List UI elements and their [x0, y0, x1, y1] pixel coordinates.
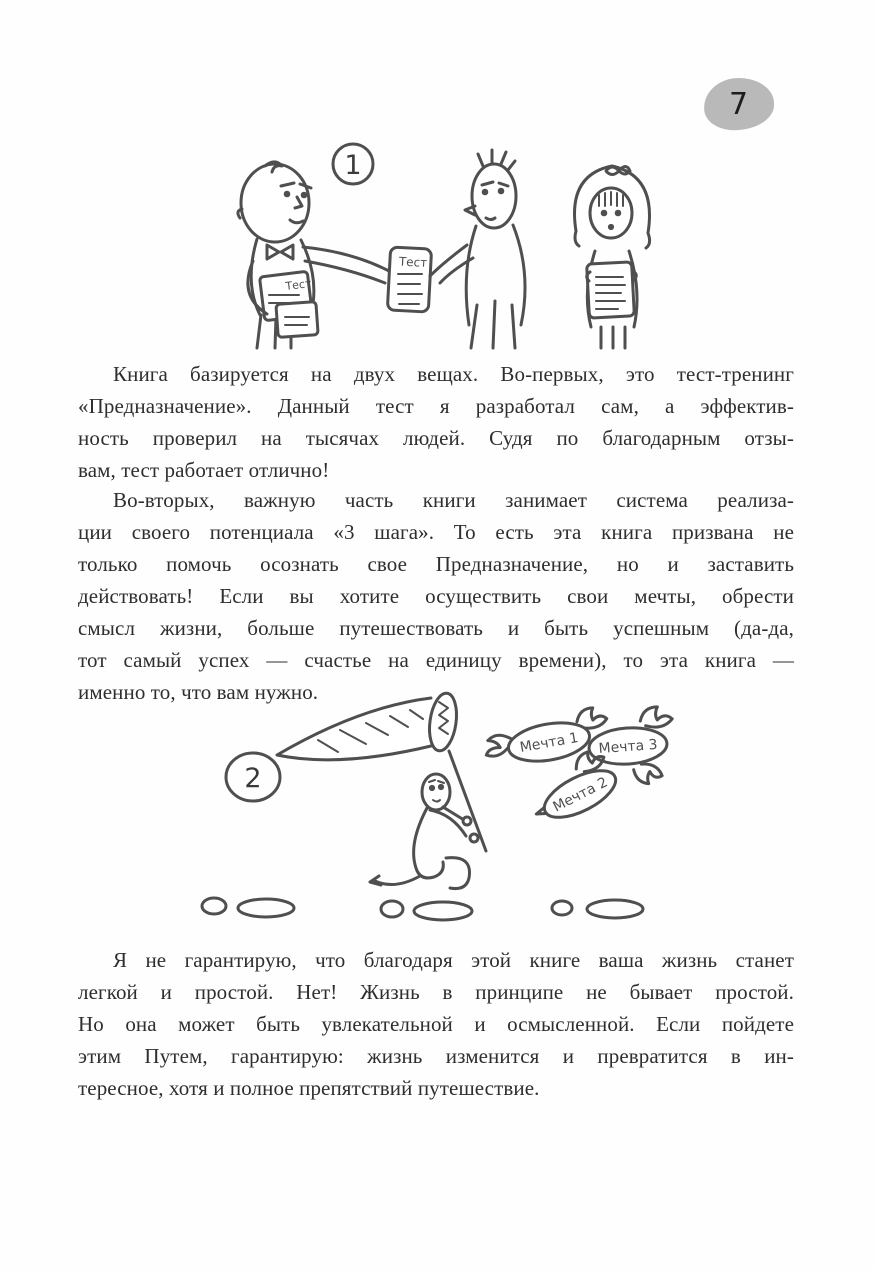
text-line: Я не гарантирую, что благодаря этой книге ваша жизнь станет — [113, 948, 794, 972]
illustration-catching-dreams — [180, 680, 680, 925]
handing-test-drawing — [205, 133, 675, 350]
text-line: Но она может быть увлекательной и осмысленной. Если пойдете — [78, 1012, 794, 1036]
catching-dreams-drawing — [180, 680, 680, 925]
text-line: тот самый успех — счастье на единицу времени), то эта книга — — [78, 648, 794, 672]
footprints-icon — [202, 898, 643, 920]
dream-1-label: Мечта 1 — [518, 729, 580, 756]
scene-2-number: 2 — [244, 763, 262, 794]
text-line: смысл жизни, больше путешествовать и быть успешным (да-да, — [78, 616, 794, 640]
page-number-badge — [703, 76, 776, 132]
text-line: легкой и простой. Нет! Жизнь в принципе не бывает простой. — [78, 980, 794, 1004]
girl-paper-icon — [587, 262, 635, 318]
dream-2-label: Мечта 2 — [550, 774, 611, 816]
dream-3-label: Мечта 3 — [598, 736, 659, 758]
text-line: вам, тест работает отлично! — [78, 458, 330, 482]
text-line: «Предназначение». Данный тест я разработал сам, а эффектив- — [78, 394, 794, 418]
text-line: тересное, хотя и полное препятствий путешествие. — [78, 1076, 540, 1100]
text-line: именно то, что вам нужно. — [78, 680, 319, 704]
text-line: Книга базируется на двух вещах. Во-первых, это тест-тренинг — [113, 362, 794, 386]
paragraph-3 — [78, 944, 794, 1104]
man-giving-test-icon — [238, 162, 391, 348]
page-number: 7 — [729, 86, 749, 122]
text-line: действовать! Если вы хотите осуществить свои мечты, обрести — [78, 584, 794, 608]
butterfly-net-icon — [277, 691, 486, 851]
text-line: Во-вторых, важную часть книги занимает система реализа- — [113, 488, 794, 512]
paper-label: Тест — [398, 254, 428, 270]
stack-label: Тест — [284, 276, 313, 293]
text-line: ность проверил на тысячах людей. Судя по благодарным отзы- — [78, 426, 794, 450]
illustration-handing-test — [205, 133, 675, 350]
text-line: ции своего потенциала «3 шага». То есть эта книга призвана не — [78, 520, 794, 544]
paragraph-1 — [78, 358, 794, 486]
scene-1-number: 1 — [344, 150, 362, 181]
girl-reading-test-icon — [575, 166, 650, 348]
text-line: только помочь осознать свое Предназначение, но и заставить — [78, 552, 794, 576]
man-receiving-test-icon — [430, 150, 525, 348]
paragraph-2 — [78, 484, 794, 708]
runner-icon — [370, 774, 478, 889]
text-line: этим Путем, гарантирую: жизнь изменится и превратится в ин- — [78, 1044, 794, 1068]
